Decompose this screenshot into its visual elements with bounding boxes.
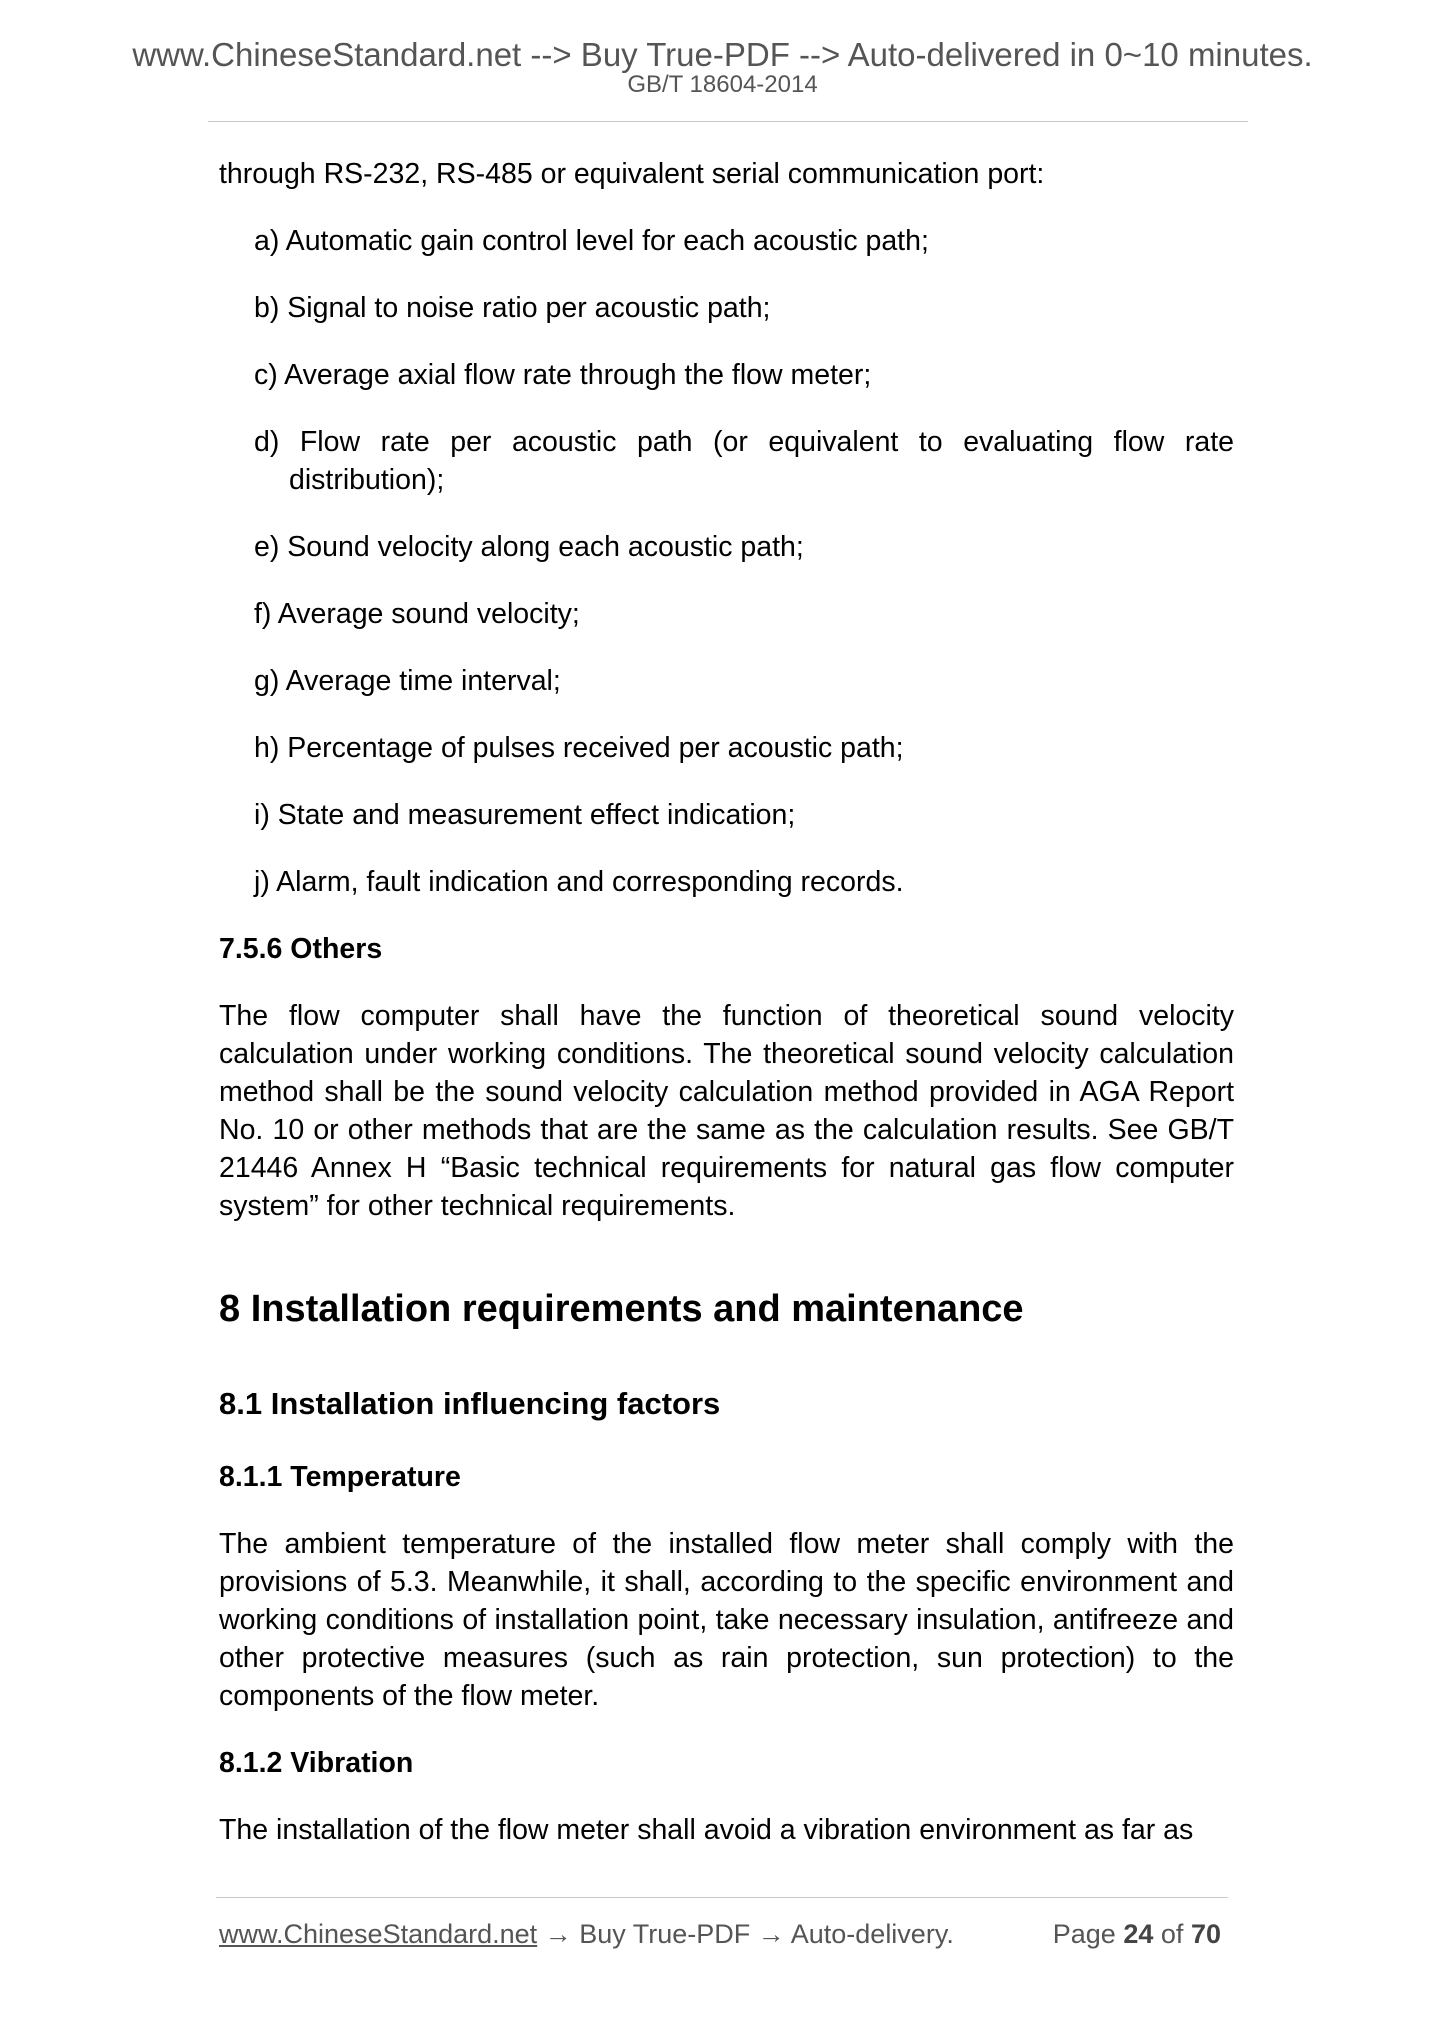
list-item-h: h) Percentage of pulses received per acoustic path; [254, 732, 904, 764]
list-item-i: i) State and measurement effect indication; [254, 799, 796, 831]
page-content [219, 155, 1234, 1878]
list-item-f: f) Average sound velocity; [254, 598, 580, 630]
list-item-a: a) Automatic gain control level for each acoustic path; [254, 225, 929, 257]
total-pages-number: 70 [1190, 1919, 1221, 1949]
header-divider [208, 121, 1248, 122]
list-item-d: d) Flow rate per acoustic path (or equivalent to evaluating flow rate distribution); [254, 426, 1234, 496]
page-indicator [1053, 1918, 1221, 1950]
list-item-c: c) Average axial flow rate through the flow meter; [254, 359, 872, 391]
current-page-number: 24 [1123, 1919, 1154, 1949]
lead-paragraph: through RS-232, RS-485 or equivalent serial communication port: [219, 158, 1045, 190]
page-label: Page [1052, 1919, 1116, 1949]
section-8-1-1-heading: 8.1.1 Temperature [219, 1461, 461, 1493]
list-item-g: g) Average time interval; [254, 665, 561, 697]
chapter-8-heading: 8 Installation requirements and maintenance [219, 1288, 1024, 1330]
section-8-1-2-heading: 8.1.2 Vibration [219, 1747, 414, 1779]
standard-number: GB/T 18604-2014 [627, 71, 818, 98]
footer-website-link[interactable]: www.ChineseStandard.net [219, 1919, 538, 1949]
footer-promo-text: → Buy True-PDF → Auto-delivery. [537, 1919, 954, 1949]
list-item-b: b) Signal to noise ratio per acoustic path; [254, 292, 771, 324]
of-label: of [1160, 1919, 1184, 1949]
section-7-5-6-paragraph: The flow computer shall have the function of theoretical sound velocity calculation under working conditions. The theoretical sound velocity calculation method shall be the sound velocity calculation method provided in AGA Report No. 10 or other methods that are the same as the calculation results. See GB/T 21446 Annex H “Basic technical requirements for natural gas flow computer system” for other technical requirements. [219, 1000, 1234, 1222]
footer-promo [219, 1918, 954, 1950]
section-8-1-heading: 8.1 Installation influencing factors [219, 1386, 721, 1421]
section-8-1-2-paragraph: The installation of the flow meter shall avoid a vibration environment as far as [219, 1814, 1194, 1846]
footer-divider [216, 1897, 1228, 1898]
list-item-e: e) Sound velocity along each acoustic path; [254, 531, 804, 563]
section-7-5-6-heading: 7.5.6 Others [219, 933, 383, 965]
section-8-1-1-paragraph: The ambient temperature of the installed flow meter shall comply with the provisions of 5.3. Meanwhile, it shall, according to the specific environment and working conditions of installation point, take necessary insulation, antifreeze and other protective measures (such as rain protection, sun protection) to the components of the flow meter. [219, 1528, 1234, 1712]
list-item-j: j) Alarm, fault indication and corresponding records. [254, 866, 904, 898]
top-banner: www.ChineseStandard.net --> Buy True-PDF --> Auto-delivered in 0~10 minutes. [132, 36, 1313, 73]
